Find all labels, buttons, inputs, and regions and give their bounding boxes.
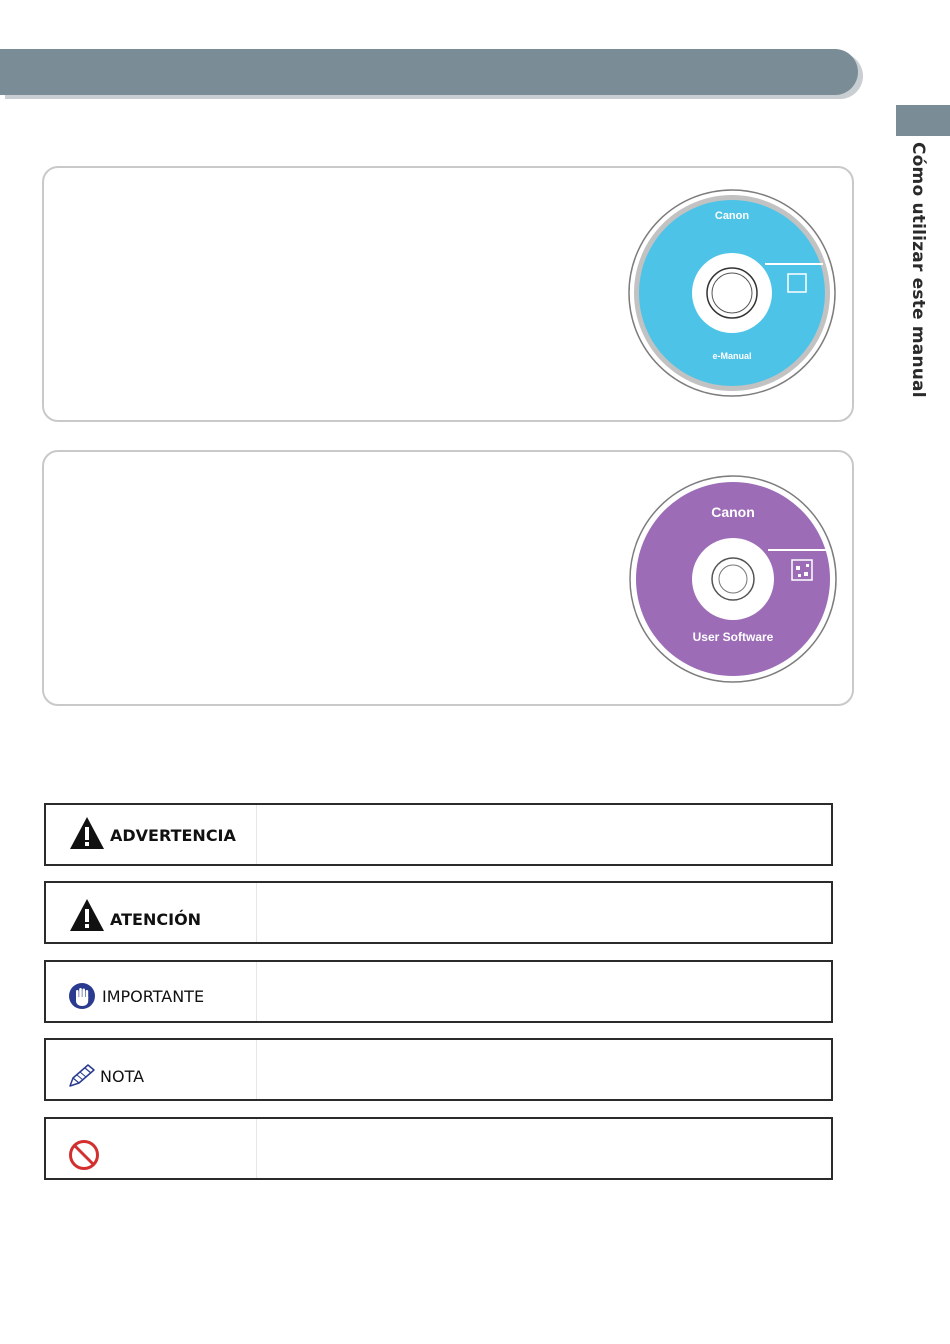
notice-label: ATENCIÓN [110, 910, 202, 929]
prohibited-icon [68, 1139, 100, 1171]
emanual-disc [627, 188, 837, 398]
column-divider [256, 1040, 257, 1099]
notice-advertencia [44, 803, 833, 866]
emanual-box [42, 166, 854, 422]
user-software-disc [628, 474, 838, 684]
disc-label: User Software [692, 630, 774, 644]
column-divider [256, 805, 257, 864]
disc-brand: Canon [714, 210, 750, 222]
warning-triangle-icon [68, 815, 106, 851]
chapter-header-bar [0, 49, 858, 95]
notice-label: NOTA [100, 1067, 145, 1086]
notice-label: ADVERTENCIA [110, 826, 236, 845]
column-divider [256, 962, 257, 1021]
notice-nota [44, 1038, 833, 1101]
notice-prohibited [44, 1117, 833, 1180]
chapter-side-tab [896, 105, 950, 136]
column-divider [256, 883, 257, 942]
notice-label: IMPORTANTE [102, 987, 205, 1006]
chapter-side-title: Cómo utilizar este manual [908, 142, 928, 398]
disc-brand: Canon [711, 504, 755, 520]
notice-importante [44, 960, 833, 1023]
notice-atencion [44, 881, 833, 944]
user-software-box [42, 450, 854, 706]
hand-stop-icon [68, 982, 96, 1010]
column-divider [256, 1119, 257, 1178]
disc-label: e-Manual [712, 351, 752, 361]
caution-triangle-icon [68, 897, 106, 933]
pencil-icon [66, 1062, 98, 1090]
